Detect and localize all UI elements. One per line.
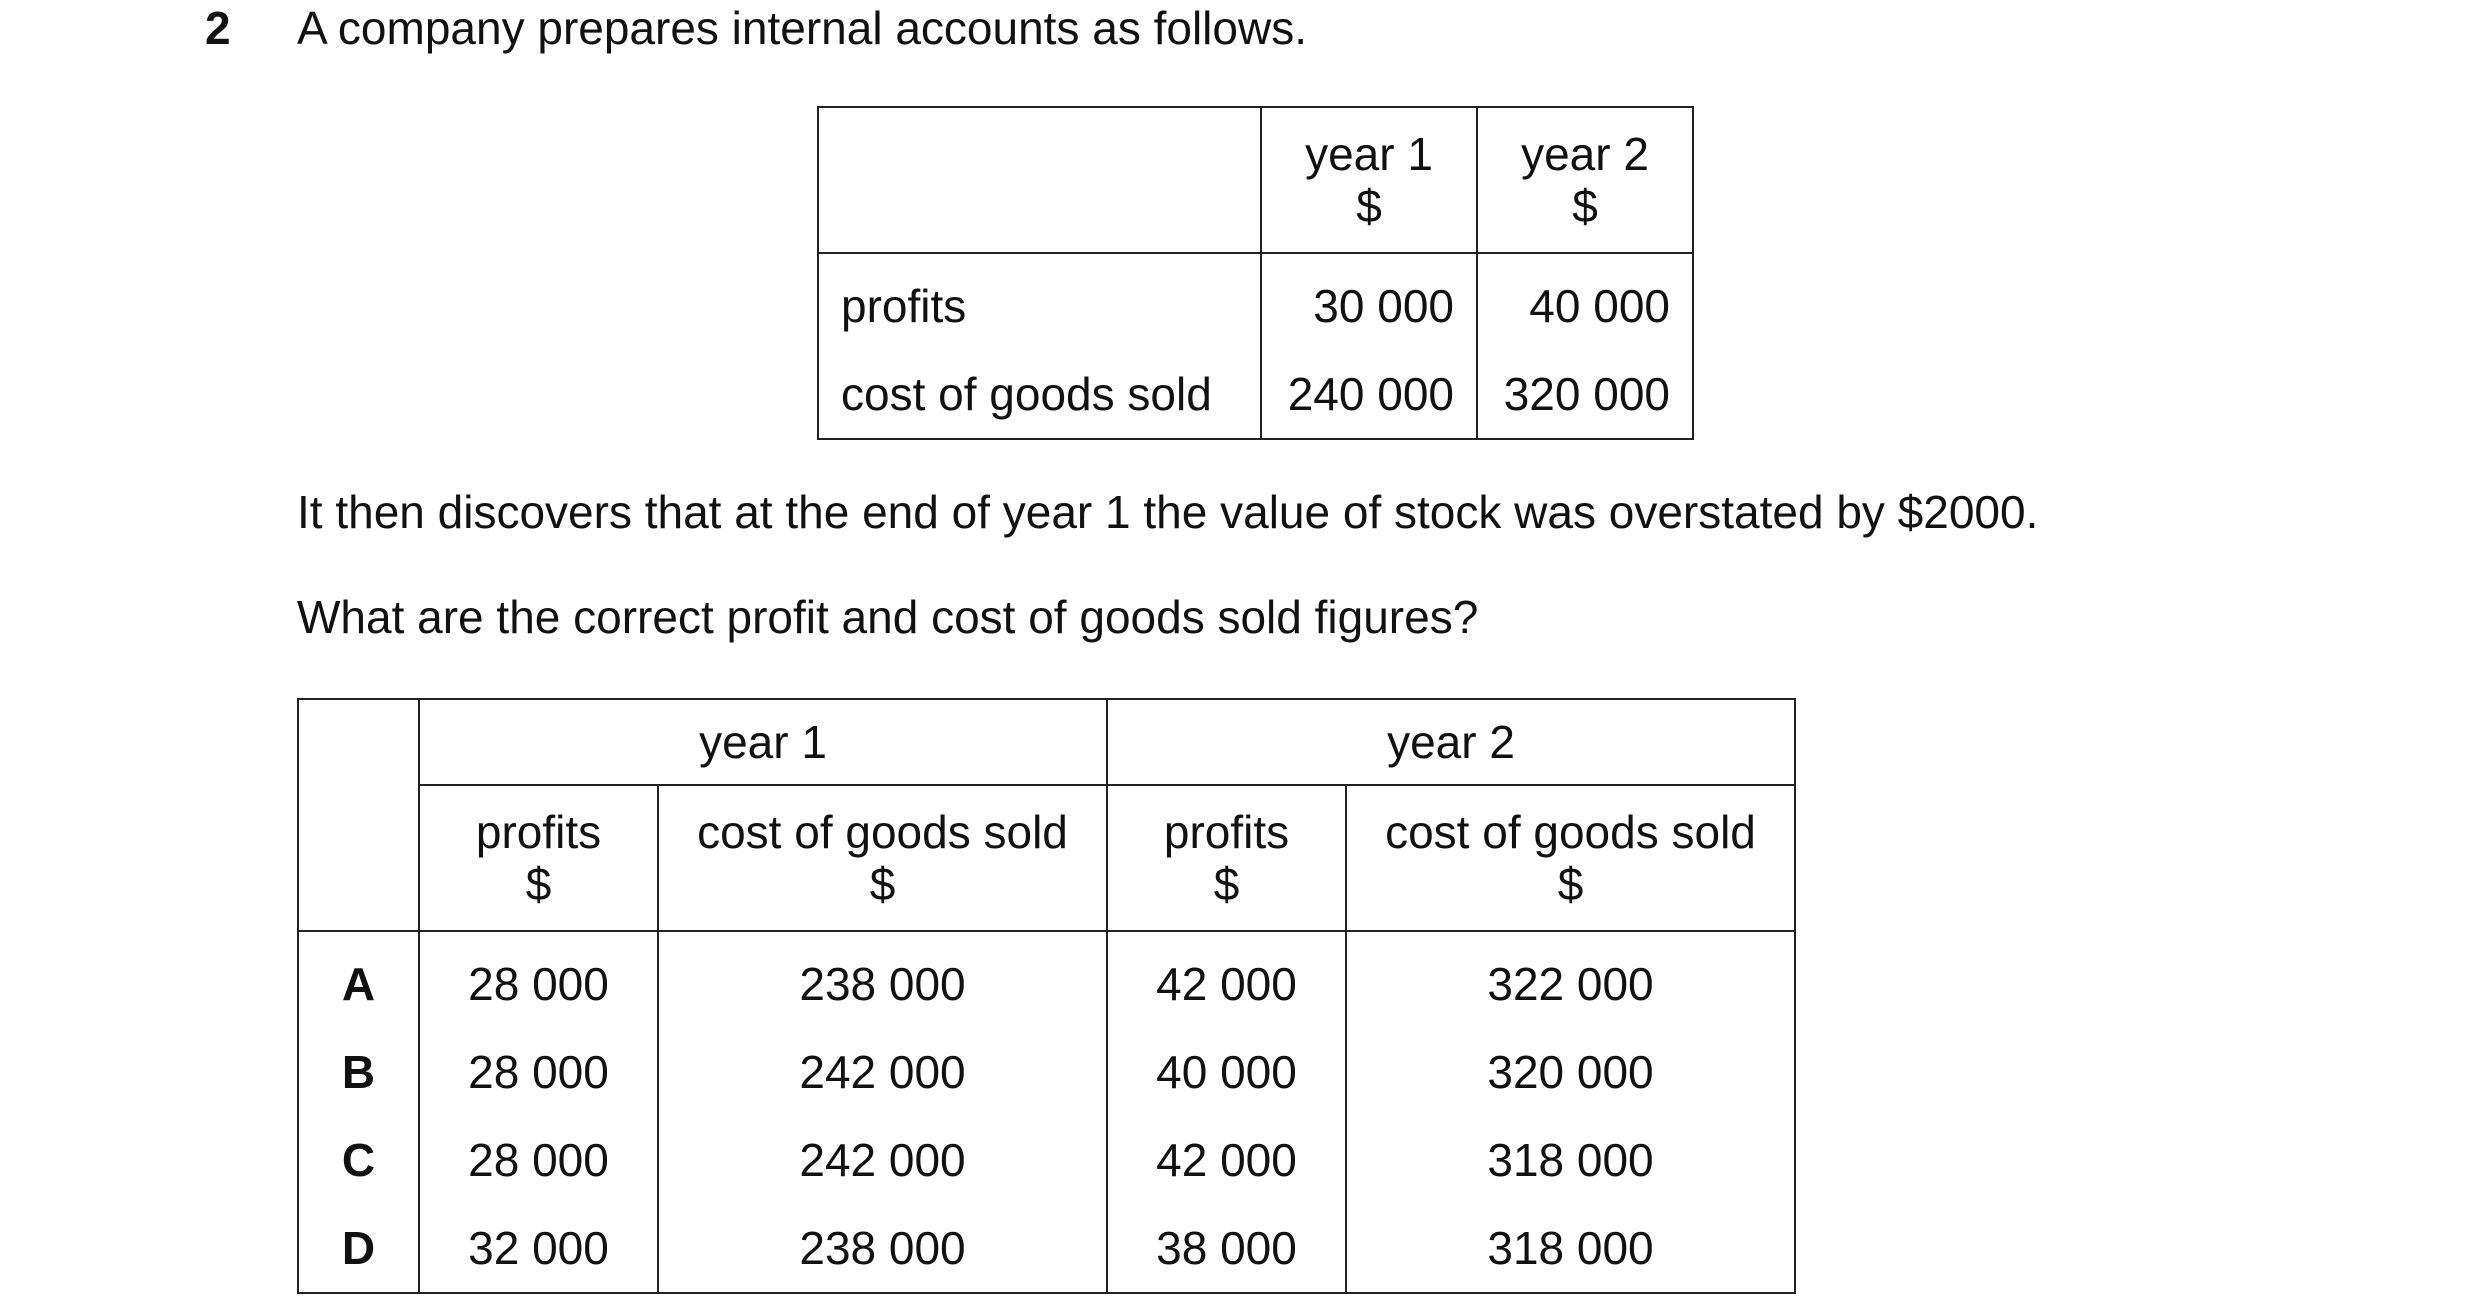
option-y1-cogs: 242 000 — [658, 1116, 1107, 1204]
question-intro: A company prepares internal accounts as follows. — [297, 2, 1307, 54]
question-number: 2 — [205, 2, 231, 54]
accounts-header-year1 — [1261, 107, 1477, 253]
question-statement: It then discovers that at the end of year 1 the value of stock was overstated by $2000. — [297, 486, 2039, 538]
option-y2-cogs: 318 000 — [1346, 1116, 1795, 1204]
accounts-cell-year2: 320 000 — [1477, 350, 1693, 439]
option-row-a[interactable] — [298, 931, 1795, 1028]
accounts-header-year2-label: year 2 — [1521, 128, 1649, 180]
option-y2-cogs: 322 000 — [1346, 931, 1795, 1028]
accounts-cell-year2: 40 000 — [1477, 253, 1693, 350]
options-group-year1: year 1 — [419, 699, 1107, 785]
option-y1-cogs: 238 000 — [658, 1204, 1107, 1293]
option-key[interactable]: A — [298, 931, 419, 1028]
accounts-header-blank — [818, 107, 1261, 253]
options-subheader-y2-profits — [1107, 785, 1346, 931]
option-key[interactable]: C — [298, 1116, 419, 1204]
options-table — [297, 698, 1796, 1294]
question-prompt: What are the correct profit and cost of goods sold figures? — [297, 591, 1479, 643]
options-group-year2: year 2 — [1107, 699, 1795, 785]
option-y2-profits: 42 000 — [1107, 1116, 1346, 1204]
accounts-header-year2 — [1477, 107, 1693, 253]
option-y1-profits: 28 000 — [419, 931, 658, 1028]
option-y1-cogs: 238 000 — [658, 931, 1107, 1028]
options-subheader-y2-cogs — [1346, 785, 1795, 931]
accounts-row-profits — [818, 253, 1693, 350]
accounts-header-year1-label: year 1 — [1305, 128, 1433, 180]
accounts-cell-year1: 30 000 — [1261, 253, 1477, 350]
accounts-table — [817, 106, 1694, 440]
option-row-b[interactable] — [298, 1028, 1795, 1116]
options-subheader-y1-cogs — [658, 785, 1107, 931]
subheader-unit: $ — [1557, 858, 1584, 910]
accounts-cell-year1: 240 000 — [1261, 350, 1477, 439]
options-subheader-y1-profits — [419, 785, 658, 931]
options-subheader-row — [298, 785, 1795, 931]
accounts-row-label: cost of goods sold — [818, 350, 1261, 439]
option-key[interactable]: B — [298, 1028, 419, 1116]
option-y2-cogs: 320 000 — [1346, 1028, 1795, 1116]
subheader-unit: $ — [1213, 858, 1240, 910]
options-group-header-row — [298, 699, 1795, 785]
subheader-label: profits — [475, 806, 602, 858]
option-row-d[interactable] — [298, 1204, 1795, 1293]
option-y1-profits: 28 000 — [419, 1116, 658, 1204]
option-y2-profits: 40 000 — [1107, 1028, 1346, 1116]
accounts-header-year2-unit: $ — [1572, 180, 1598, 232]
accounts-row-cogs — [818, 350, 1693, 439]
accounts-header-row — [818, 107, 1693, 253]
options-header-blank — [298, 699, 419, 931]
option-key[interactable]: D — [298, 1204, 419, 1293]
option-y2-profits: 42 000 — [1107, 931, 1346, 1028]
option-y1-cogs: 242 000 — [658, 1028, 1107, 1116]
subheader-label: cost of goods sold — [1385, 806, 1756, 858]
option-row-c[interactable] — [298, 1116, 1795, 1204]
subheader-unit: $ — [869, 858, 896, 910]
accounts-row-label: profits — [818, 253, 1261, 350]
subheader-label: cost of goods sold — [697, 806, 1068, 858]
accounts-header-year1-unit: $ — [1356, 180, 1382, 232]
option-y1-profits: 32 000 — [419, 1204, 658, 1293]
option-y2-cogs: 318 000 — [1346, 1204, 1795, 1293]
option-y2-profits: 38 000 — [1107, 1204, 1346, 1293]
subheader-label: profits — [1163, 806, 1290, 858]
option-y1-profits: 28 000 — [419, 1028, 658, 1116]
subheader-unit: $ — [525, 858, 552, 910]
